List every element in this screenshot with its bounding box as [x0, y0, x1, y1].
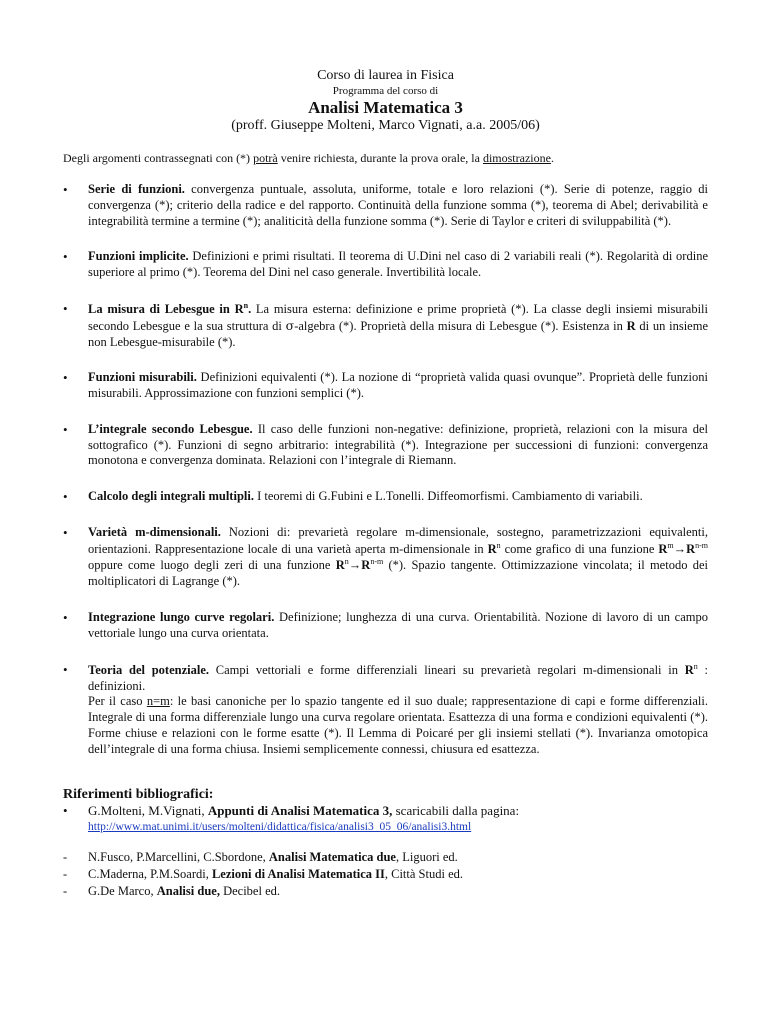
topic-text: (*). Spazio tangente. Ottimizzazione vincolata; il metodo dei moltiplicatori di Lagrange (*). — [88, 558, 708, 589]
topic-text: Per il caso — [88, 694, 147, 709]
intro-text-1: Degli argomenti contrassegnati con (*) — [63, 151, 254, 166]
professors-line: (proff. Giuseppe Molteni, Marco Vignati, a.a. 2005/06) — [231, 118, 540, 134]
reals-symbol: R — [658, 541, 668, 556]
dash-icon: - — [63, 867, 68, 881]
bib-publisher: , Città Studi ed. — [384, 867, 463, 881]
reals-symbol: R — [361, 558, 371, 573]
topic-title — [88, 302, 251, 316]
superscript: m — [667, 540, 674, 550]
reals-symbol: R — [335, 558, 345, 573]
program-label: Programma del corso di — [332, 84, 439, 97]
bullet-icon: • — [63, 489, 68, 505]
bullet-icon: • — [63, 610, 68, 626]
topic-title-end: . — [248, 302, 252, 317]
topic-title: Integrazione lungo curve regolari. — [88, 610, 275, 625]
bibliography-main-item — [63, 803, 708, 835]
superscript: n-m — [695, 540, 709, 550]
topic-text: di un insieme non Lebesgue-misurabile (*). — [88, 318, 708, 349]
intro-dimostrazione: dimostrazione — [482, 151, 551, 166]
course-name: Corso di laurea in Fisica — [317, 68, 454, 83]
reals-symbol: R — [487, 541, 497, 556]
topic-integrali-multipli — [63, 489, 708, 505]
topic-teoria-potenziale — [63, 662, 708, 758]
reals-symbol: R — [626, 318, 636, 333]
bib-book-title: Lezioni di Analisi Matematica II — [211, 867, 385, 881]
list-item — [63, 849, 708, 866]
arrow-icon: → — [348, 558, 362, 573]
topic-title: Funzioni implicite. — [88, 249, 189, 264]
bibliography-title: Riferimenti bibliografici: — [63, 787, 214, 803]
header — [63, 68, 708, 135]
topic-title: Calcolo degli integrali multipli. — [88, 489, 254, 504]
topic-varieta — [63, 525, 708, 590]
bib-publisher: Decibel ed. — [219, 883, 280, 898]
topic-serie-di-funzioni — [63, 182, 708, 229]
topic-title: Serie di funzioni. — [88, 182, 185, 197]
bullet-icon: • — [63, 421, 68, 437]
topic-text: : le basi canoniche per lo spazio tangente ed il suo duale; rappresentazione di capi e forme differenziali. Integrale di una forma differenziale lungo una curva regolare orientata. Esattezza di una forma e condizioni equivalenti (*). Forme chiuse e relazioni con le forme esatte (*). Il Lemma di Poicaré per gli insiemi stellati (*). Invarianza omotopica dell’integrale di una forma chiusa. Insiemi semplicemente connessi, chiusura ed esattezza. — [88, 694, 709, 756]
topic-text: : definizioni. — [88, 662, 708, 693]
superscript: n — [496, 540, 501, 550]
bullet-icon: • — [63, 370, 68, 386]
reals-symbol: R — [684, 662, 694, 677]
n-equals-m: n=m — [146, 694, 170, 709]
topic-integrazione-curve — [63, 610, 708, 642]
bullet-icon: • — [63, 182, 68, 198]
topic-text: Definizioni equivalenti (*). La nozione di “proprietà valida quasi ovunque”. Proprietà delle funzioni misurabili. Approssimazione con funzioni semplici (*). — [88, 370, 708, 401]
topic-title: L’integrale secondo Lebesgue. — [88, 421, 253, 436]
topic-title: Varietà m-dimensionali. — [88, 524, 221, 539]
bib-authors: N.Fusco, P.Marcellini, C.Sbordone, — [88, 850, 269, 865]
intro-text-3: . — [550, 151, 554, 166]
bib-book-title: Analisi due, — [156, 883, 220, 898]
topic-funzioni-misurabili — [63, 370, 708, 402]
topic-funzioni-implicite — [63, 249, 708, 281]
bullet-icon: • — [63, 803, 68, 819]
bib-authors: G.De Marco, — [88, 883, 157, 898]
list-item — [63, 866, 708, 883]
bib-authors: C.Maderna, P.M.Soardi, — [88, 867, 212, 881]
bullet-icon: • — [63, 524, 68, 540]
bullet-icon: • — [63, 300, 68, 316]
topic-text: Il caso delle funzioni non-negative: definizione, proprietà, relazioni con la misura del sottografico (*). Funzioni di segno arbitrario: integrabilità (*). Integrazione per successioni di funzioni: convergenza monotona e convergenza dominata. Relazioni con l’integrale di Riemann. — [88, 421, 709, 468]
superscript: n — [344, 557, 349, 567]
sigma-symbol: σ — [285, 317, 295, 333]
page-title: Analisi Matematica 3 — [308, 97, 463, 117]
topics-list — [63, 182, 708, 757]
topic-title: Teoria del potenziale. — [88, 662, 210, 677]
intro-text-2: venire richiesta, durante la prova orale, la — [277, 151, 483, 166]
bibliography-link[interactable]: http://www.mat.unimi.it/users/molteni/didattica/fisica/analisi3_05_06/analisi3.html — [88, 821, 472, 834]
topic-text: oppure come luogo degli zeri di una funzione — [88, 558, 336, 573]
topic-title: Funzioni misurabili. — [88, 370, 197, 385]
topic-title-text: La misura di Lebesgue in R — [88, 302, 244, 317]
dash-icon: - — [63, 883, 68, 898]
superscript: n — [693, 661, 698, 671]
intro-potra: potrà — [253, 151, 278, 166]
dash-icon: - — [63, 850, 68, 865]
topic-text: convergenza puntuale, assoluta, uniforme, totale e loro relazioni (*). Serie di potenze, raggio di convergenza (*); criterio della radice e del rapporto. Continuità della funzione somma (*), teorema di Abel; derivabilità e integrabilità termine a termine (*); analiticità della funzione somma (*). Serie di Taylor e criteri di sviluppabilità (*). — [88, 182, 708, 228]
topic-integrale-lebesgue — [63, 422, 708, 469]
bullet-icon: • — [63, 661, 68, 677]
topic-text: Campi vettoriali e forme differenziali lineari su prevarietà regolari m-dimensionali in — [209, 662, 685, 677]
arrow-icon: → — [673, 541, 687, 556]
topic-text: I teoremi di G.Fubini e L.Tonelli. Diffeomorfismi. Cambiamento di variabili. — [253, 489, 643, 504]
bib-book-title: Analisi Matematica due — [268, 850, 396, 865]
list-item — [63, 883, 708, 900]
topic-text: -algebra (*). Proprietà della misura di Lebesgue (*). Esistenza in — [294, 318, 627, 333]
bibliography — [63, 803, 708, 899]
topic-text: La misura esterna: definizione e prime proprietà (*). La classe degli insiemi misurabili secondo Lebesgue e la sua struttura di — [88, 302, 708, 333]
topic-text: come grafico di una funzione — [500, 541, 659, 556]
topic-text: Definizione; lunghezza di una curva. Orientabilità. Nozione di lavoro di un campo vettoriale lungo una curva orientata. — [88, 610, 709, 640]
intro-paragraph — [63, 151, 708, 166]
topic-misura-lebesgue — [63, 301, 708, 350]
bib-text: scaricabili dalla pagina: — [392, 803, 520, 819]
topic-text: Nozioni di: prevarietà regolare m-dimensionale, sostegno, parametrizzazioni equivalenti, orientazioni. Rappresentazione locale di una varietà aperta m-dimensionale in — [88, 524, 708, 556]
reals-symbol: R — [686, 541, 696, 556]
superscript: n-m — [370, 557, 384, 567]
superscript: n — [243, 300, 249, 310]
bib-authors: G.Molteni, M.Vignati, — [88, 803, 208, 819]
topic-text: Definizioni e primi risultati. Il teorema di U.Dini nel caso di 2 variabili reali (*). Regolarità di ordine superiore al primo (*). Teorema del Dini nel caso generale. Invertibilità locale. — [88, 249, 708, 280]
bibliography-list — [63, 849, 708, 900]
bib-publisher: , Liguori ed. — [395, 850, 458, 865]
bib-book-title: Appunti di Analisi Matematica 3, — [207, 803, 393, 819]
bullet-icon: • — [63, 249, 68, 265]
